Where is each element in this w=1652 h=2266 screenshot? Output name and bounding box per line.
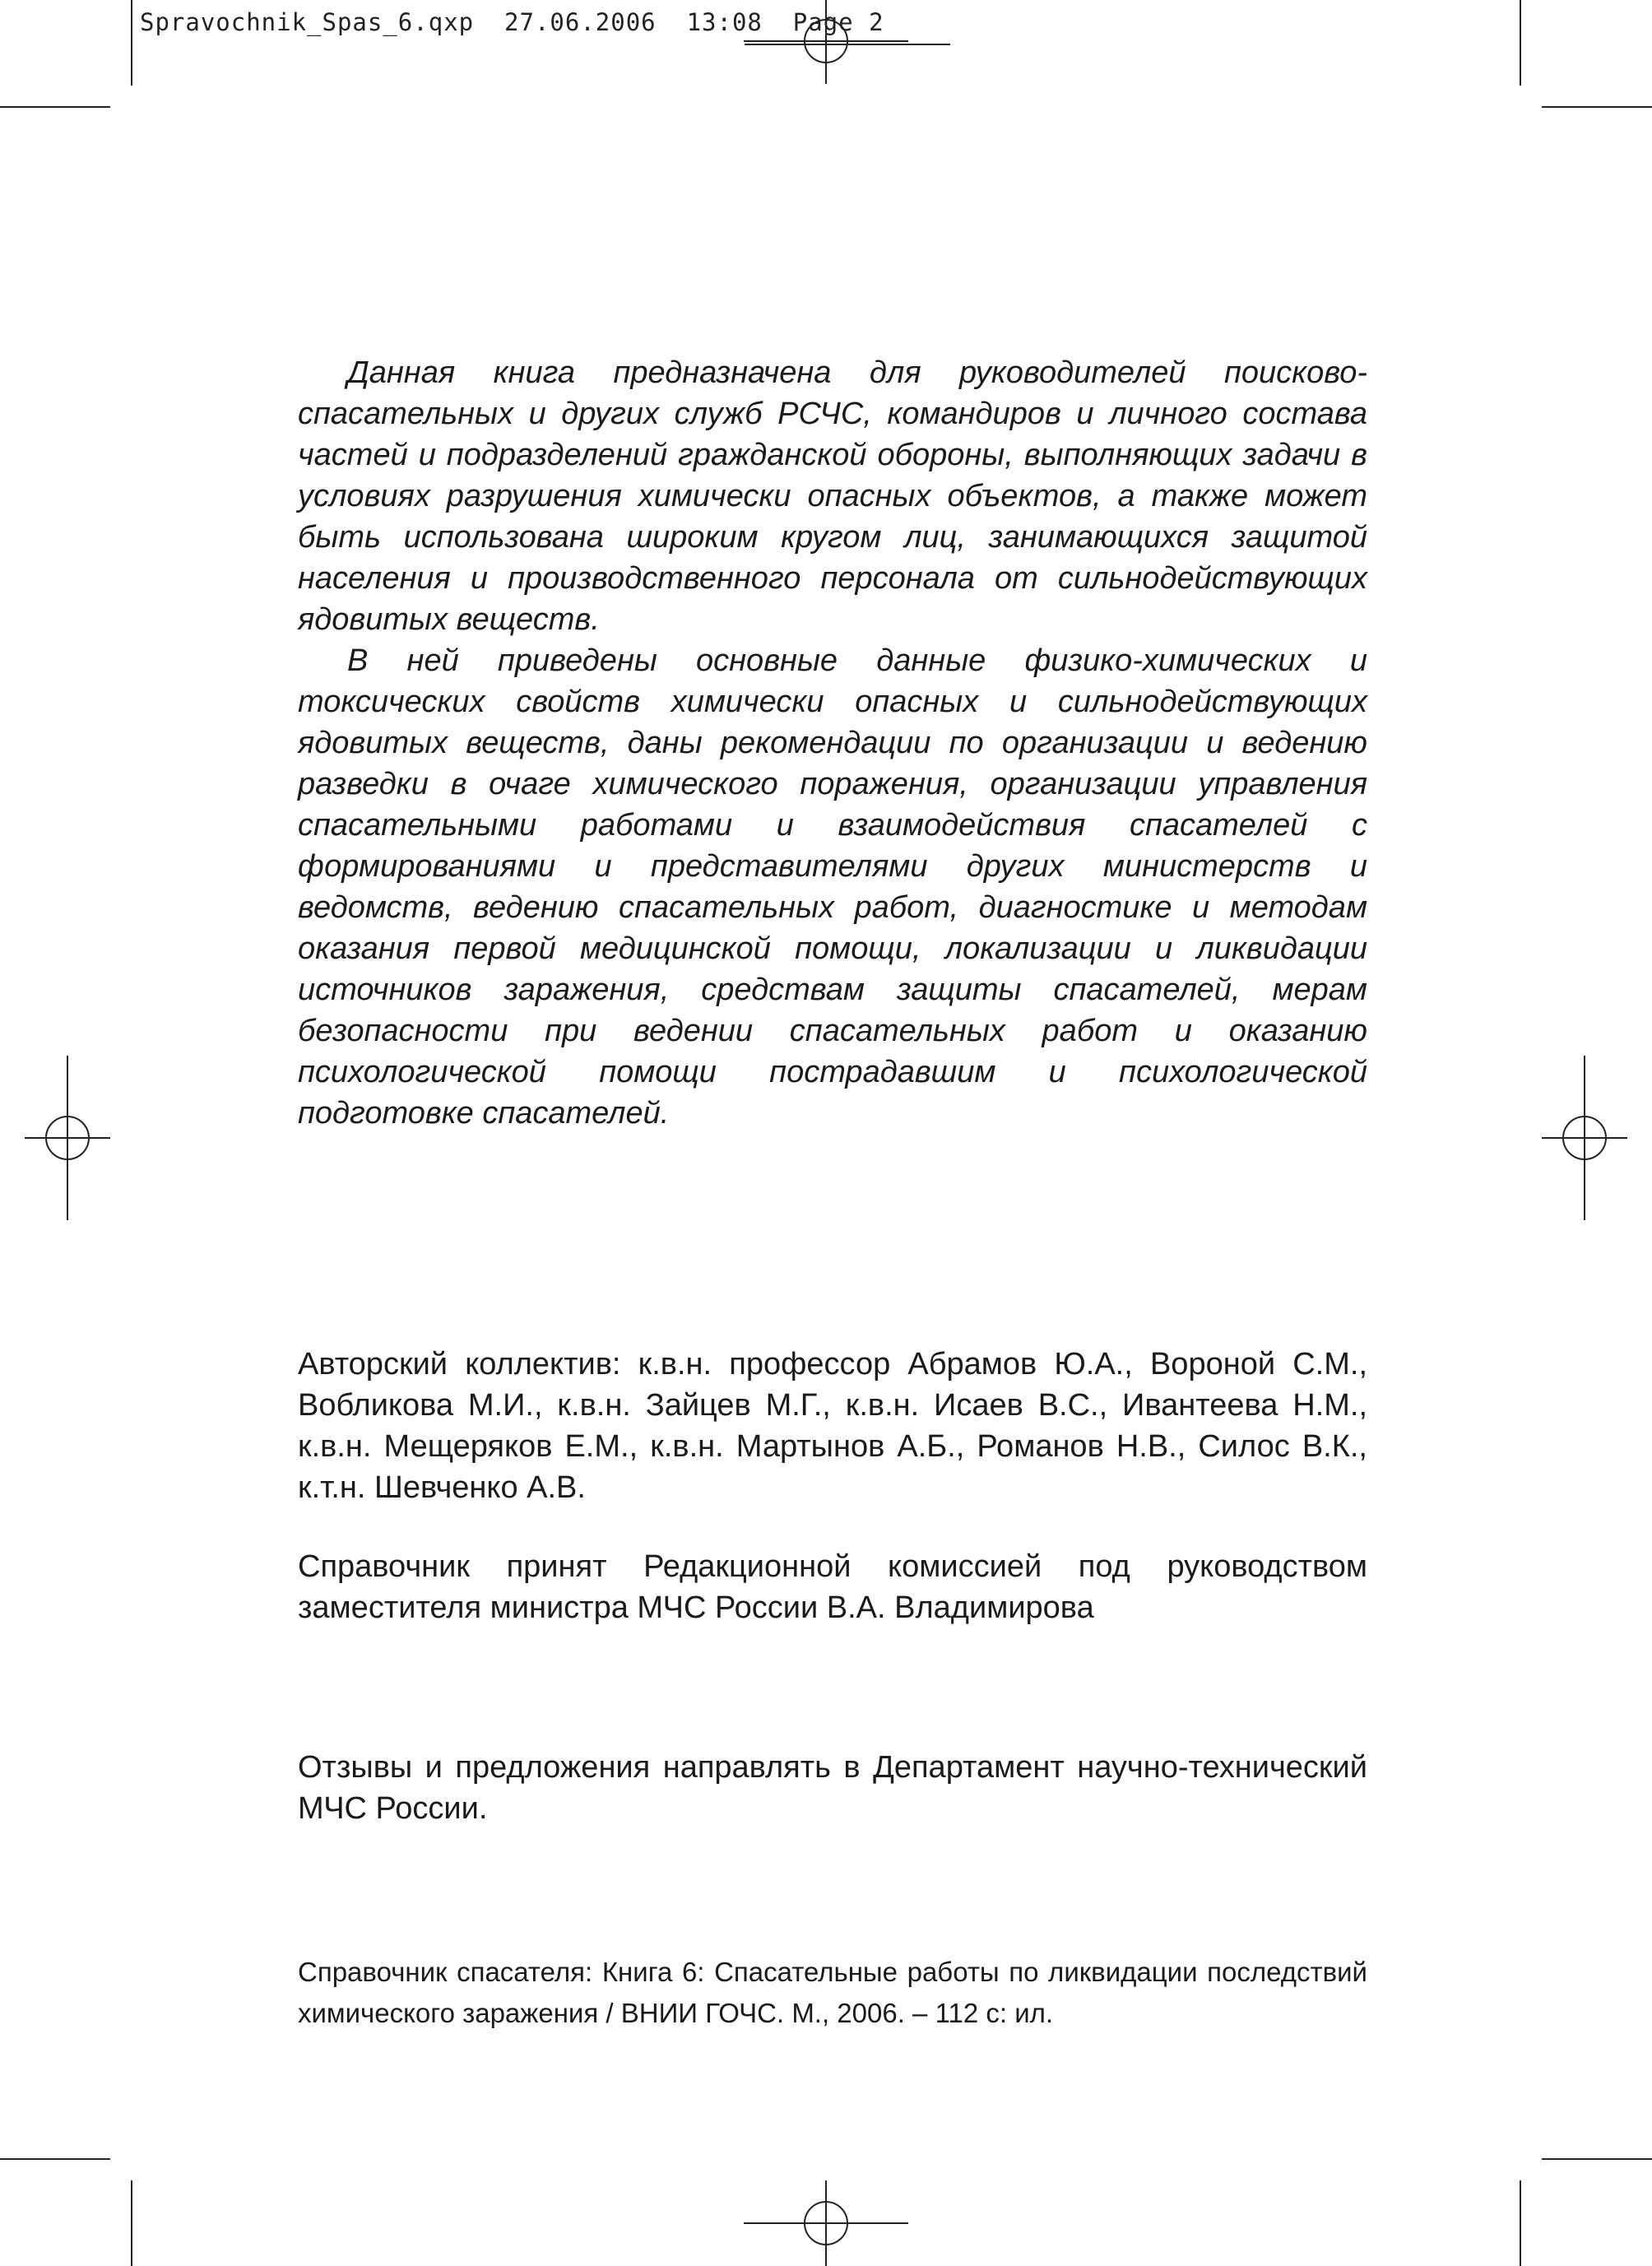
slug-filename: Spravochnik_Spas_6.qxp <box>140 8 475 36</box>
registration-mark-left <box>25 1056 110 1220</box>
intro-paragraph-2: В ней приведены основные данные физико-химических и токсических свойств химически опасных и сильнодействующих ядовитых веществ, даны рекомендации по организации и ведению разведки в очаге химического поражения, организации управления спасательными работами и взаимодействия спасателей с формированиями и представителями других министерств и ведомств, ведению спасательных работ, диагностике и методам оказания первой медицинской помощи, локализации и ликвидации источников заражения, средствам защиты спасателей, мерам безопасности при ведении спасательных работ и оказанию психологической помощи пострадавшим и психологической подготовке спасателей. <box>298 643 1367 1131</box>
registration-mark-top <box>744 0 908 84</box>
feedback-text: Отзывы и предложения направлять в Департамент научно-технический МЧС России. <box>298 1750 1367 1826</box>
registration-mark-right <box>1542 1056 1627 1220</box>
intro-section <box>298 352 1367 1134</box>
registration-mark-bottom <box>744 2180 908 2266</box>
authors-text: Авторский коллектив: к.в.н. профессор Абрамов Ю.А., Вороной С.М., Вобликова М.И., к.в.н. Зайцев М.Г., к.в.н. Исаев В.С., Ивантеева Н.М., к.в.н. Мещеряков Е.М., к.в.н. Мартынов А.Б., Романов Н.В., Силос В.К., к.т.н. Шевченко А.В. <box>298 1347 1367 1505</box>
authors-section <box>298 1344 1367 1508</box>
intro-paragraph-1: Данная книга предназначена для руководителей поисково-спасательных и других служб РСЧС, командиров и личного состава частей и подразделений гражданской обороны, выполняющих задачи в условиях разрушения химически опасных объектов, а также может быть использована широким кругом лиц, занимающихся защитой населения и производственного персонала от сильнодействующих ядовитых веществ. <box>298 355 1367 637</box>
accepted-section <box>298 1546 1367 1628</box>
feedback-section <box>298 1747 1367 1829</box>
slug-date: 27.06.2006 <box>504 8 657 36</box>
slug-time: 13:08 <box>686 8 763 36</box>
citation-section <box>298 1952 1367 2034</box>
accepted-text: Справочник принят Редакционной комиссией под руководством заместителя министра МЧС России В.А. Владимирова <box>298 1549 1367 1625</box>
slug-page: Page 2 <box>792 8 884 36</box>
citation-text: Справочник спасателя: Книга 6: Спасательные работы по ликвидации последствий химического заражения / ВНИИ ГОЧС. М., 2006. – 112 с: ил. <box>298 1957 1367 2028</box>
